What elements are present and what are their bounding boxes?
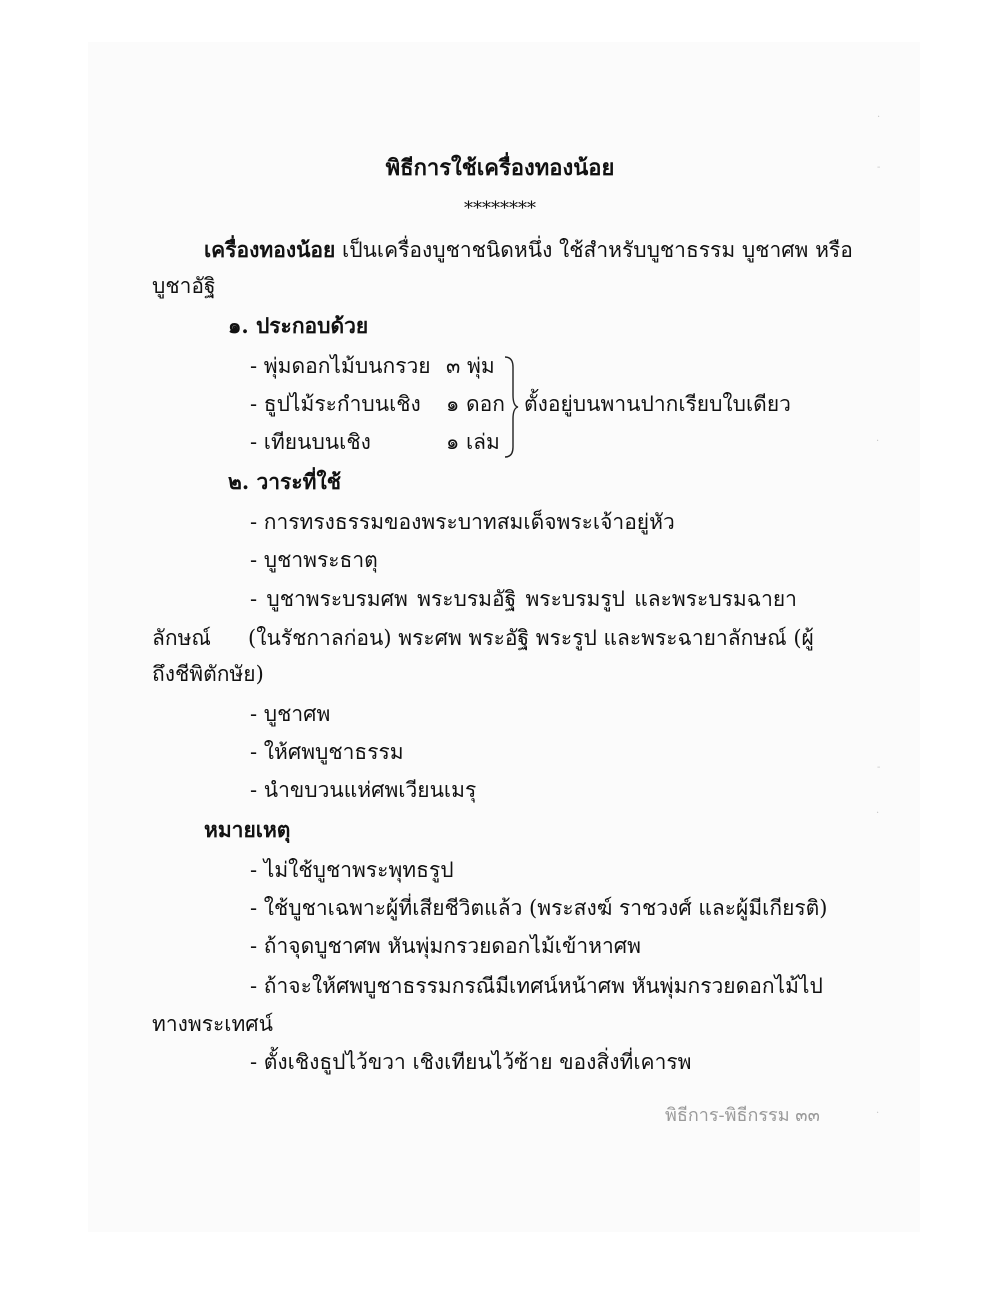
notes-heading: หมายเหตุ <box>204 817 291 842</box>
component-name: - เทียนบนเชิง <box>250 430 371 454</box>
word: พระบรมอัฐิ <box>417 587 517 611</box>
page-title: พิธีการใช้เครื่องทองน้อย <box>385 155 615 181</box>
curly-brace-icon <box>503 355 519 459</box>
separator: ******** <box>464 198 536 219</box>
scan-speck: · <box>876 436 880 447</box>
occasion-continuation-a: ลักษณ์ <box>152 626 211 650</box>
section1-heading: ๑. ประกอบด้วย <box>228 313 369 338</box>
occasion-item: - บูชาศพ <box>250 702 331 726</box>
occasion-item: - ให้ศพบูชาธรรม <box>250 740 404 764</box>
occasion-item: - นำขบวนแห่ศพเวียนเมรุ <box>250 778 477 802</box>
scan-speck: · <box>876 808 880 819</box>
word: และพระบรมฉายา <box>634 587 797 611</box>
intro-text: เป็นเครื่องบูชาชนิดหนึ่ง ใช้สำหรับบูชาธรรม บูชาศพ หรือ <box>335 238 853 262</box>
occasion-item: - การทรงธรรมของพระบาทสมเด็จพระเจ้าอยู่หัว <box>250 510 675 534</box>
intro-term: เครื่องทองน้อย <box>204 237 336 262</box>
component-name: - พุ่มดอกไม้บนกรวย <box>250 354 431 378</box>
brace-note: ตั้งอยู่บนพานปากเรียบใบเดียว <box>524 392 791 416</box>
note-item: - ตั้งเชิงธูปไว้ขวา เชิงเทียนไว้ซ้าย ของสิ่งที่เคารพ <box>250 1050 692 1074</box>
scan-speck: - <box>877 162 881 173</box>
scan-speck: - <box>877 762 881 773</box>
occasion-continuation-c: ถึงชีพิตักษัย) <box>152 662 264 686</box>
scan-speck: · <box>876 1108 880 1119</box>
note-item: - ถ้าจุดบูชาศพ หันพุ่มกรวยดอกไม้เข้าหาศพ <box>250 934 641 958</box>
note-item: - ใช้บูชาเฉพาะผู้ที่เสียชีวิตแล้ว (พระสงฆ์ ราชวงศ์ และผู้มีเกียรติ) <box>250 896 828 920</box>
page-footer: พิธีการ-พิธีกรรม ๓๓ <box>665 1105 820 1126</box>
occasion-item: - บูชาพระธาตุ <box>250 548 378 572</box>
note-continuation: ทางพระเทศน์ <box>152 1012 273 1036</box>
note-item: - ถ้าจะให้ศพบูชาธรรมกรณีมีเทศน์หน้าศพ หันพุ่มกรวยดอกไม้ไป <box>250 974 823 998</box>
intro-line-2: บูชาอัฐิ <box>152 274 216 298</box>
occasion-item-justified <box>250 585 797 613</box>
component-qty: ๑ เล่ม <box>446 430 500 454</box>
word: พระบรมรูป <box>525 587 625 611</box>
word: - <box>250 587 258 611</box>
word: บูชาพระบรมศพ <box>266 587 408 611</box>
occasion-continuation-b: (ในรัชกาลก่อน) พระศพ พระอัฐิ พระรูป และพระฉายาลักษณ์ (ผู้ <box>248 626 814 650</box>
section2-heading: ๒. วาระที่ใช้ <box>228 469 341 494</box>
intro-line-1 <box>204 236 853 264</box>
scan-speck: · <box>877 112 881 123</box>
component-name: - ธูปไม้ระกำบนเชิง <box>250 392 421 416</box>
component-qty: ๑ ดอก <box>446 392 505 416</box>
component-qty: ๓ พุ่ม <box>446 354 495 378</box>
note-item: - ไม่ใช้บูชาพระพุทธรูป <box>250 858 454 882</box>
